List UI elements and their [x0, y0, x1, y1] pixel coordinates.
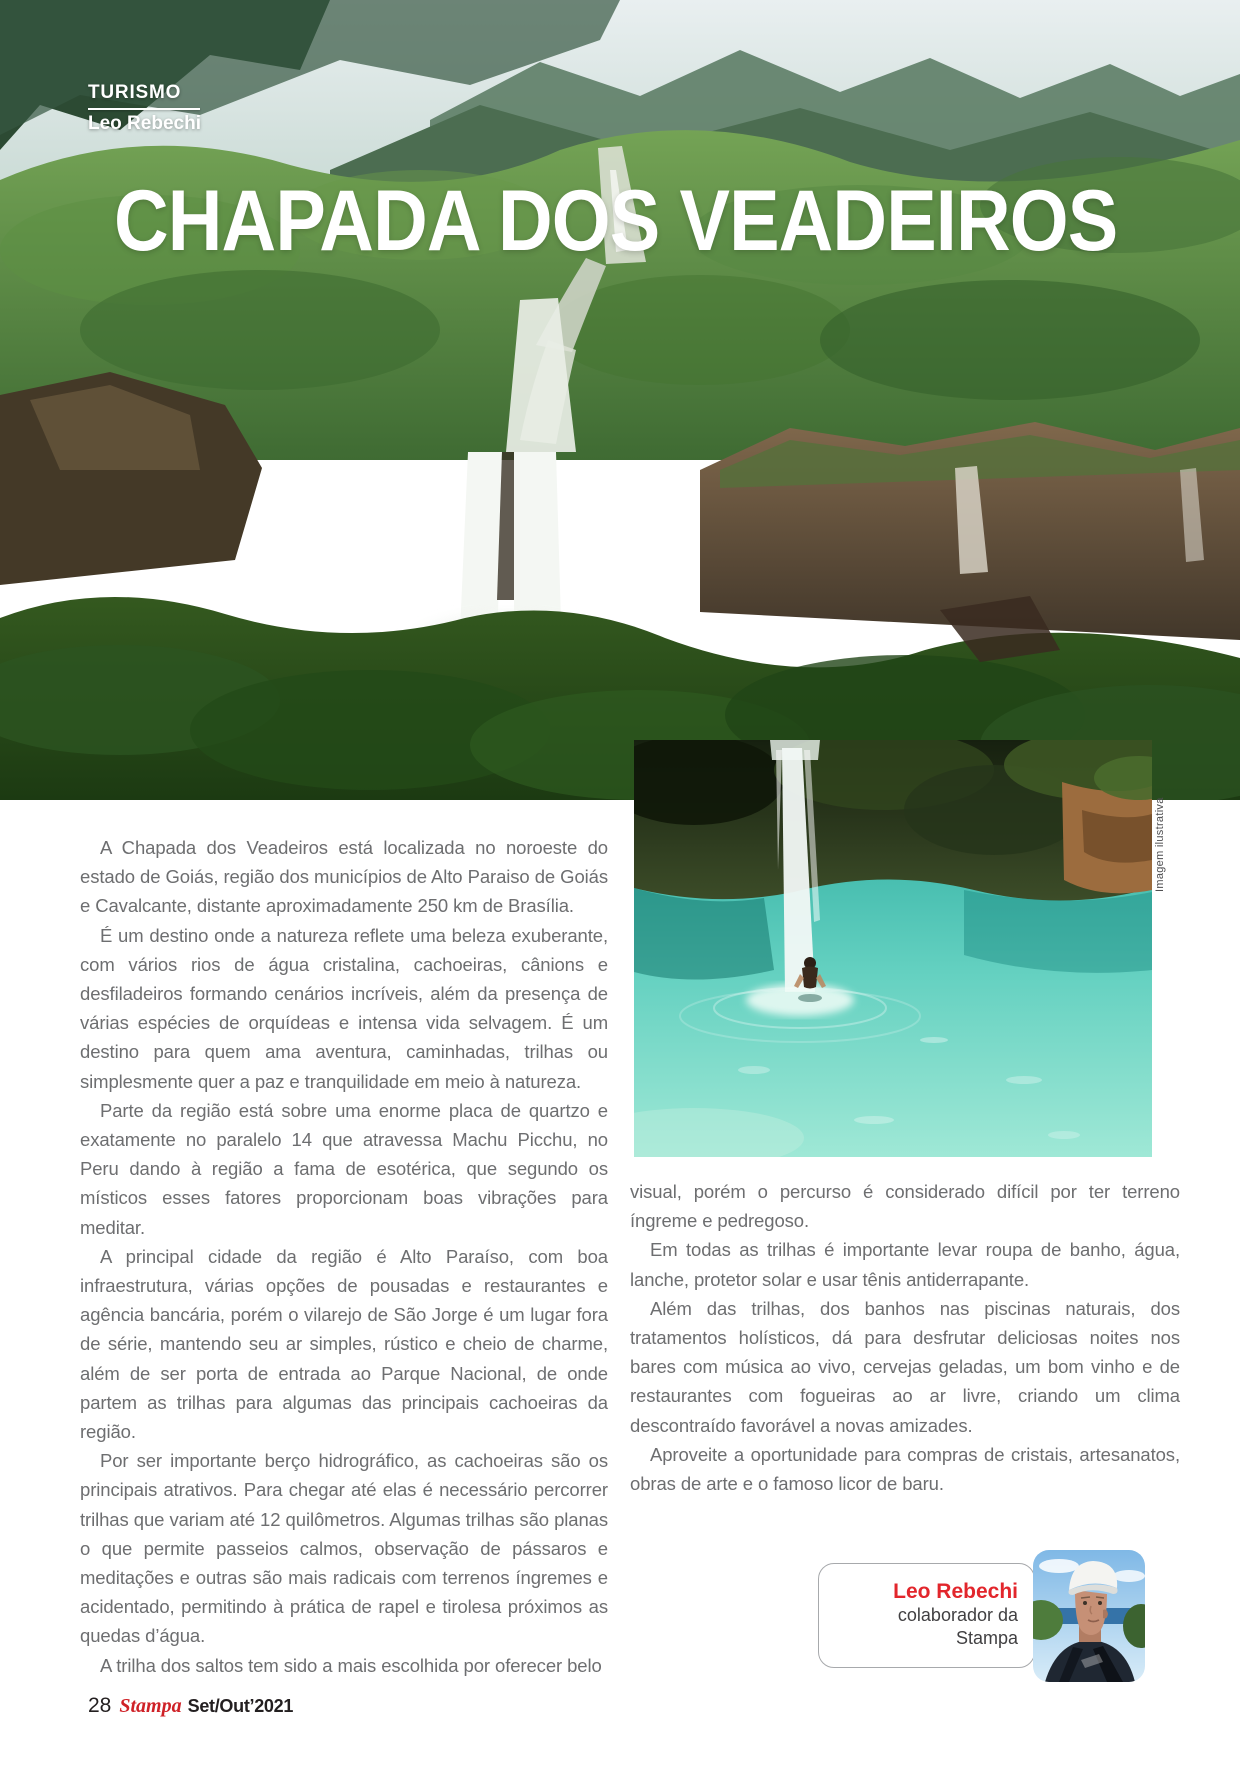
section-label: TURISMO — [88, 82, 182, 103]
paragraph: É um destino onde a natureza reflete uma beleza exuberante, com vários rios de água cristalina, cachoeiras, cânions e desfiladeiros formando cenários incríveis, além da presença de várias espécies de orquídeas e intensa vida selvagem. É um destino para quem ama aventura, caminhadas, trilhas ou simplesmente quer a paz e tranquilidade em meio à natureza. — [80, 924, 608, 1092]
author-photo — [1033, 1550, 1145, 1682]
article-column-right — [630, 1177, 1180, 1498]
kicker-underline — [88, 108, 200, 110]
paragraph: A principal cidade da região é Alto Paraíso, com boa infraestrutura, várias opções de pousadas e restaurantes e agência bancária, porém o vilarejo de São Jorge é um lugar fora de série, mantendo seu ar simples, rústico e cheio de charme, além de ser porta de entrada ao Parque Nacional, de onde partem as trilhas para algumas das principais cachoeiras da região. — [80, 1245, 608, 1443]
page-footer — [88, 1694, 293, 1718]
issue-date: Set/Out’2021 — [187, 1696, 294, 1716]
page-number: 28 — [88, 1694, 112, 1717]
paragraph: Por ser importante berço hidrográfico, as cachoeiras são os principais atrativos. Para chegar até elas é necessário percorrer trilhas que variam até 12 quilômetros. Algumas trilhas são planas o que permite passeios calmos, observação de pássaros e meditações e outras são mais radicais com terrenos íngremes e acidentado, permitindo à prática de rapel e tirolesa próximos as quedas d’água. — [80, 1450, 608, 1647]
article-photo-pool — [634, 740, 1152, 1157]
paragraph: A trilha dos saltos tem sido a mais escolhida por oferecer belo — [100, 1654, 602, 1676]
author-role-line2: Stampa — [955, 1628, 1018, 1648]
section-kicker — [88, 82, 201, 135]
author-box — [818, 1563, 1035, 1668]
author-portrait-artwork — [1033, 1550, 1145, 1682]
byline: Leo Rebechi — [88, 113, 201, 134]
paragraph: Aproveite a oportunidade para compras de cristais, artesanatos, obras de arte e o famoso licor de baru. — [630, 1443, 1180, 1495]
article-column-left — [80, 833, 608, 1680]
author-name: Leo Rebechi — [893, 1580, 1018, 1603]
paragraph: A Chapada dos Veadeiros está localizada no noroeste do estado de Goiás, região dos municípios de Alto Paraiso de Goiás e Cavalcante, distante aproximadamente 250 km de Brasília. — [80, 837, 608, 917]
author-role-line1: colaborador da — [897, 1605, 1018, 1625]
paragraph: Em todas as trilhas é importante levar roupa de banho, água, lanche, protetor solar e usar tênis antiderrapante. — [630, 1239, 1180, 1290]
magazine-name: Stampa — [119, 1695, 182, 1717]
paragraph: Parte da região está sobre uma enorme placa de quartzo e exatamente no paralelo 14 que atravessa Machu Picchu, no Peru dando à região a fama de esotérica, que segundo os místicos esses fatores proporcionam boas vibrações para meditar. — [80, 1099, 608, 1238]
photo-credit: Imagem ilustrativa — [1154, 797, 1166, 892]
paragraph: visual, porém o percurso é considerado difícil por ter terreno íngreme e pedregoso. — [630, 1181, 1180, 1232]
hero-photo — [0, 0, 1240, 800]
pool-photo-artwork — [634, 740, 1152, 1157]
paragraph: Além das trilhas, dos banhos nas piscinas naturais, dos tratamentos holísticos, dá para desfrutar deliciosas noites nos bares com música ao vivo, cervejas geladas, um bom vinho e de restaurantes com fogueiras ao ar livre, criando um clima descontraído favorável a novas amizades. — [630, 1297, 1180, 1436]
article-headline: CHAPADA DOS VEADEIROS — [114, 173, 1118, 269]
